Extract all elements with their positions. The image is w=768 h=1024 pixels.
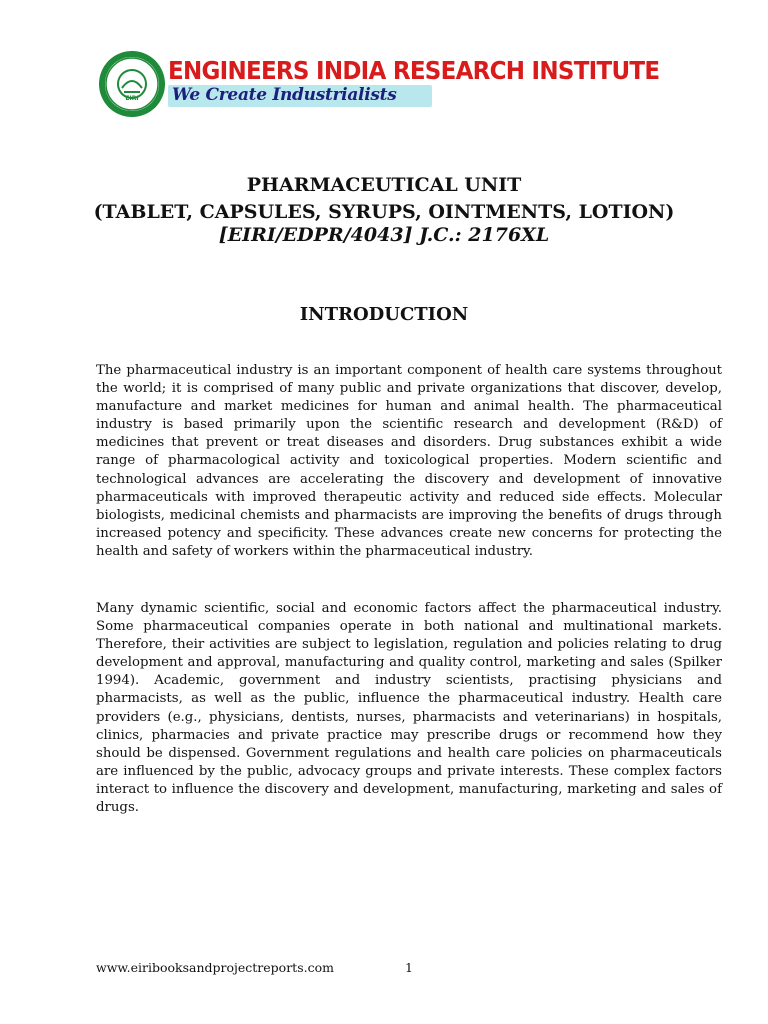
section-heading: INTRODUCTION [299,304,469,325]
document-title-line1: PHARMACEUTICAL UNIT [246,174,522,196]
seal-center-text: EIRI [125,95,139,102]
institute-name: ENGINEERS INDIA RESEARCH INSTITUTE [168,56,660,85]
footer-url[interactable]: www.eiribooksandprojectreports.com [96,960,334,975]
body-paragraph-1: The pharmaceutical industry is an important component of health care systems throughout the world; it is comprised of many public and private organizations that discover, develop, manufacture and market medicines for human and animal health. The pharmaceutical industry is based primarily upon the scientific research and development (R&D) of medicines that prevent or treat diseases and disorders. Drug substances exhibit a wide range of pharmacological activity and toxicological properties. Modern scientific and technological advances are accelerating the discovery and development of innovative pharmaceuticals with improved therapeutic activity and reduced side effects. Molecular biologists, medicinal chemists and pharmacists are improving the benefits of drugs through increased potency and specificity. These advances create new concerns for protecting the health and safety of workers within the pharmaceutical industry. [96,363,722,559]
institute-seal-icon [98,50,166,118]
tagline-text: We Create Industrialists [172,85,397,105]
page-number: 1 [405,960,413,975]
tagline-banner [168,85,432,107]
document-title-line2: (TABLET, CAPSULES, SYRUPS, OINTMENTS, LOTION) [93,201,675,223]
institute-logo [98,50,660,120]
body-paragraph-2: Many dynamic scientific, social and economic factors affect the pharmaceutical industry. Some pharmaceutical companies operate in both national and multinational markets. Therefore, their activities are subject to legislation, regulation and policies relating to drug development and approval, manufacturing and quality control, marketing and sales (Spilker 1994). Academic, government and industry scientists, practising physicians and pharmacists, as well as the public, influence the pharmaceutical industry. Health care providers (e.g., physicians, dentists, nurses, pharmacists and veterinarians) in hospitals, clinics, pharmacies and private practice may prescribe drugs or recommend how they should be dispensed. Government regulations and health care policies on pharmaceuticals are influenced by the public, advocacy groups and private interests. These complex factors interact to influence the discovery and development, manufacturing, marketing and sales of drugs. [96,601,722,816]
document-code: [EIRI/EDPR/4043] J.C.: 2176XL [218,224,550,246]
